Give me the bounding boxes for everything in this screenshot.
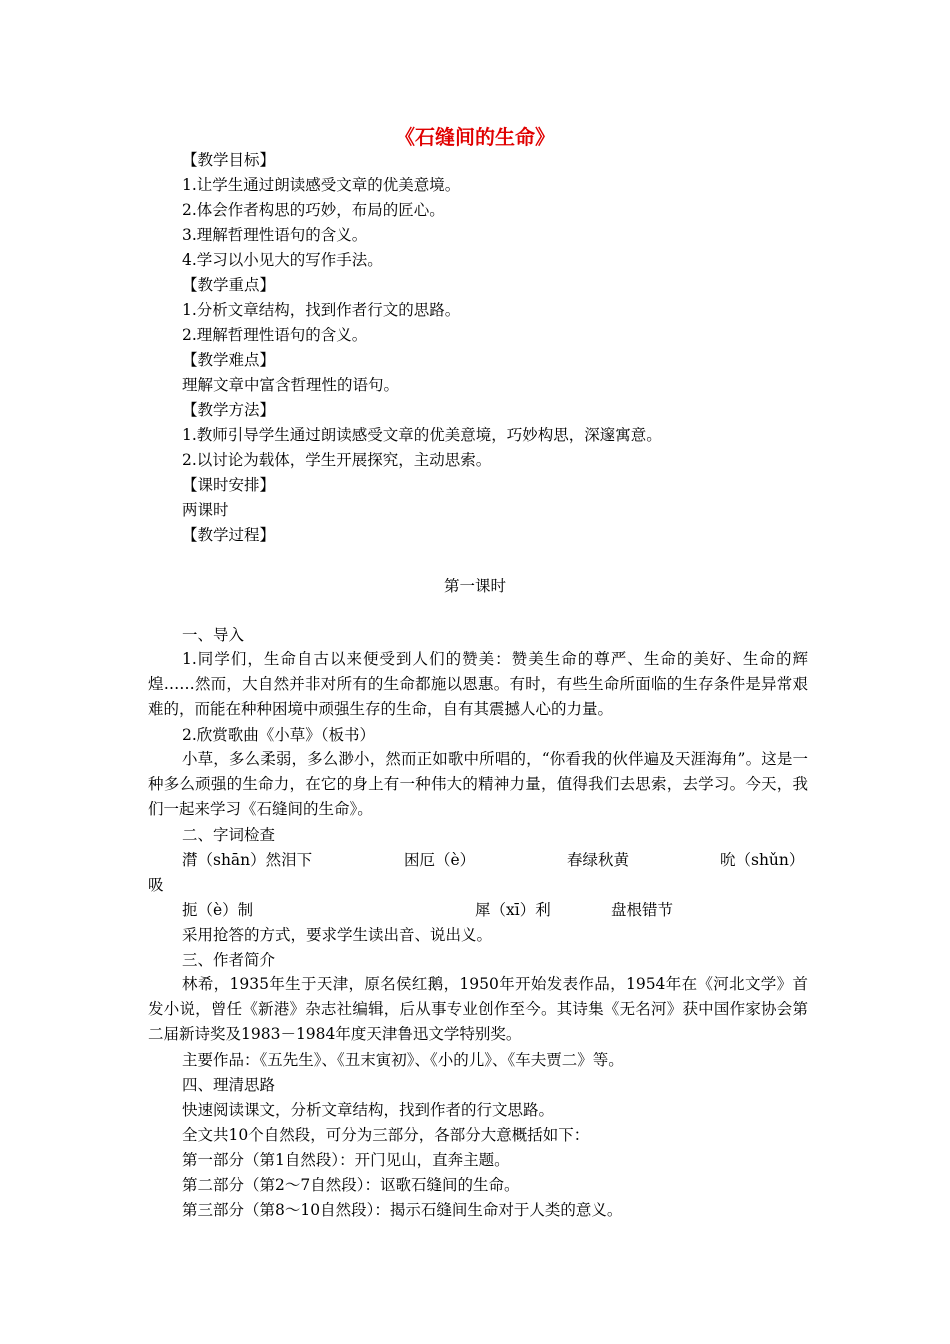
structure-line: 第一部分（第1自然段）：开门见山，直奔主题。 — [182, 1151, 510, 1169]
song-line: 2.欣赏歌曲《小草》（板书） — [182, 726, 376, 744]
lesson-heading: 第一课时 — [443, 577, 506, 595]
author-heading: 三、作者简介 — [182, 951, 276, 969]
author-paragraph: 林希，1935年生于天津，原名侯红鹅，1950年开始发表作品，1954年在《河北文学》首发小说，曾任《新港》杂志社编辑，后从事专业创作至今。其诗集《无名河》获中国作家协会第二届新诗奖及1983－1984年度天津鲁迅文学特别奖。 — [148, 975, 808, 1043]
process-heading: 【教学过程】 — [182, 526, 276, 544]
structure-line: 全文共10个自然段，可分为三部分，各部分大意概括如下： — [182, 1126, 590, 1144]
word-item: 春绿秋黄 — [567, 851, 630, 869]
structure-line: 第二部分（第2～7自然段）：讴歌石缝间的生命。 — [182, 1176, 520, 1194]
goals-heading: 【教学目标】 — [182, 151, 276, 169]
goal-item: 3.理解哲理性语句的含义。 — [182, 226, 368, 244]
word-item: 盘根错节 — [611, 901, 674, 919]
word-item: 吮（shǔn） — [720, 851, 805, 869]
goal-item: 4.学习以小见大的写作手法。 — [182, 251, 383, 269]
words-note: 采用抢答的方式，要求学生读出音、说出义。 — [182, 926, 493, 944]
structure-line: 快速阅读课文，分析文章结构，找到作者的行文思路。 — [182, 1101, 555, 1119]
key-item: 1.分析文章结构，找到作者行文的思路。 — [182, 301, 461, 319]
grass-paragraph: 小草，多么柔弱，多么渺小，然而正如歌中所唱的，“你看我的伙伴遍及天涯海角”。这是一种多么顽强的生命力，在它的身上有一种伟大的精神力量，值得我们去思索，去学习。今天，我们一起来学习《石缝间的生命》。 — [148, 750, 808, 818]
key-item: 2.理解哲理性语句的含义。 — [182, 326, 368, 344]
method-item: 2.以讨论为载体，学生开展探究，主动思索。 — [182, 451, 492, 469]
difficulty-heading: 【教学难点】 — [182, 351, 276, 369]
word-item: 潸（shān）然泪下 — [182, 851, 313, 869]
key-heading: 【教学重点】 — [182, 276, 276, 294]
difficulty-text: 理解文章中富含哲理性的语句。 — [182, 376, 400, 394]
goal-item: 1.让学生通过朗读感受文章的优美意境。 — [182, 176, 461, 194]
works-line: 主要作品：《五先生》、《丑末寅初》、《小的儿》、《车夫贾二》等。 — [182, 1051, 624, 1069]
intro-heading: 一、导入 — [182, 626, 245, 644]
schedule-text: 两课时 — [182, 501, 229, 519]
goal-item: 2.体会作者构思的巧妙，布局的匠心。 — [182, 201, 445, 219]
document-title: 《石缝间的生命》 — [395, 125, 555, 149]
word-item-wrap: 吸 — [148, 876, 164, 894]
word-item: 扼（è）制 — [182, 901, 254, 919]
structure-line: 第三部分（第8～10自然段）：揭示石缝间生命对于人类的意义。 — [182, 1201, 623, 1219]
word-item: 困厄（è） — [404, 851, 476, 869]
intro-paragraph: 1.同学们，生命自古以来便受到人们的赞美：赞美生命的尊严、生命的美好、生命的辉煌……然而，大自然并非对所有的生命都施以恩惠。有时，有些生命所面临的生存条件是异常艰难的，而能在种种困境中顽强生存的生命，自有其震撼人心的力量。 — [148, 650, 808, 718]
method-item: 1.教师引导学生通过朗读感受文章的优美意境，巧妙构思，深邃寓意。 — [182, 426, 662, 444]
structure-heading: 四、理清思路 — [182, 1076, 276, 1094]
words-heading: 二、字词检查 — [182, 826, 276, 844]
method-heading: 【教学方法】 — [182, 401, 276, 419]
word-item: 犀（xī）利 — [475, 901, 551, 919]
schedule-heading: 【课时安排】 — [182, 476, 276, 494]
